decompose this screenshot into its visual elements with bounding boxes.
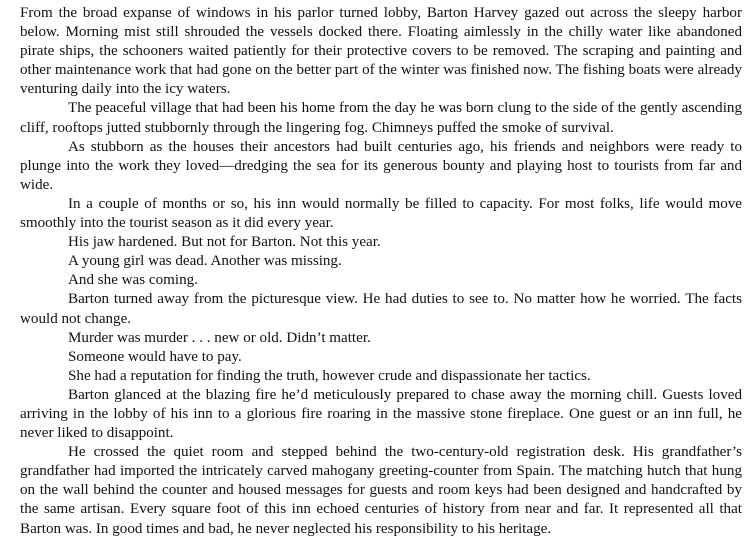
paragraph: She had a reputation for finding the truth, however crude and dispassionate her tactics. (68, 367, 591, 384)
paragraph: Someone would have to pay. (68, 348, 242, 365)
paragraph: As stubborn as the houses their ancestors had built centuries ago, his friends and neighbors were ready to plunge into the work they loved—dredging the sea for its generous bounty and playing host to tourists from far and wide. (20, 138, 742, 193)
paragraph: In a couple of months or so, his inn would normally be filled to capacity. For most folks, life would move smoothly into the tourist season as it did every year. (20, 195, 742, 232)
paragraph: And she was coming. (68, 272, 198, 289)
paragraph: Murder was murder . . . new or old. Didn’t matter. (68, 329, 371, 346)
paragraph: The peaceful village that had been his home from the day he was born clung to the side of the gently ascending cliff, rooftops jutted stubbornly through the lingering fog. Chimneys puffed the smoke of survival. (20, 100, 742, 136)
paragraph: A young girl was dead. Another was missing. (68, 253, 342, 270)
paragraph: His jaw hardened. But not for Barton. Not this year. (68, 234, 381, 251)
paragraph: From the broad expanse of windows in his parlor turned lobby, Barton Harvey gazed out across the sleepy harbor below. Morning mist still shrouded the vessels docked there. Floating aimlessly in the chilly water like abandoned pirate ships, the schooners waited patiently for their protective covers to be removed. The scraping and painting and other maintenance work that had gone on the better part of the winter was finished now. The fishing boats were already venturing daily into the icy waters. (20, 5, 742, 98)
paragraph: Barton glanced at the blazing fire he’d meticulously prepared to chase away the morning chill. Guests loved arriving in the lobby of his inn to a glorious fire roaring in the massive stone fireplace. One guest or an inn full, he never liked to disappoint. (20, 386, 742, 442)
paragraph: He crossed the quiet room and stepped behind the two-century-old registration desk. His grandfather’s grandfather had imported the intricately carved mahogany greeting-counter from Spain. The matching hutch that hung on the wall behind the counter and housed messages for guests and room keys had been designed and handcrafted by the same artisan. Every square foot of this inn echoed centuries of history from near and far. It represented all that Barton was. In good times and bad, he never neglected his responsibility to his heritage. (20, 444, 742, 537)
paragraph: Barton turned away from the picturesque view. He had duties to see to. No matter how he worried. The facts would not change. (20, 291, 742, 327)
